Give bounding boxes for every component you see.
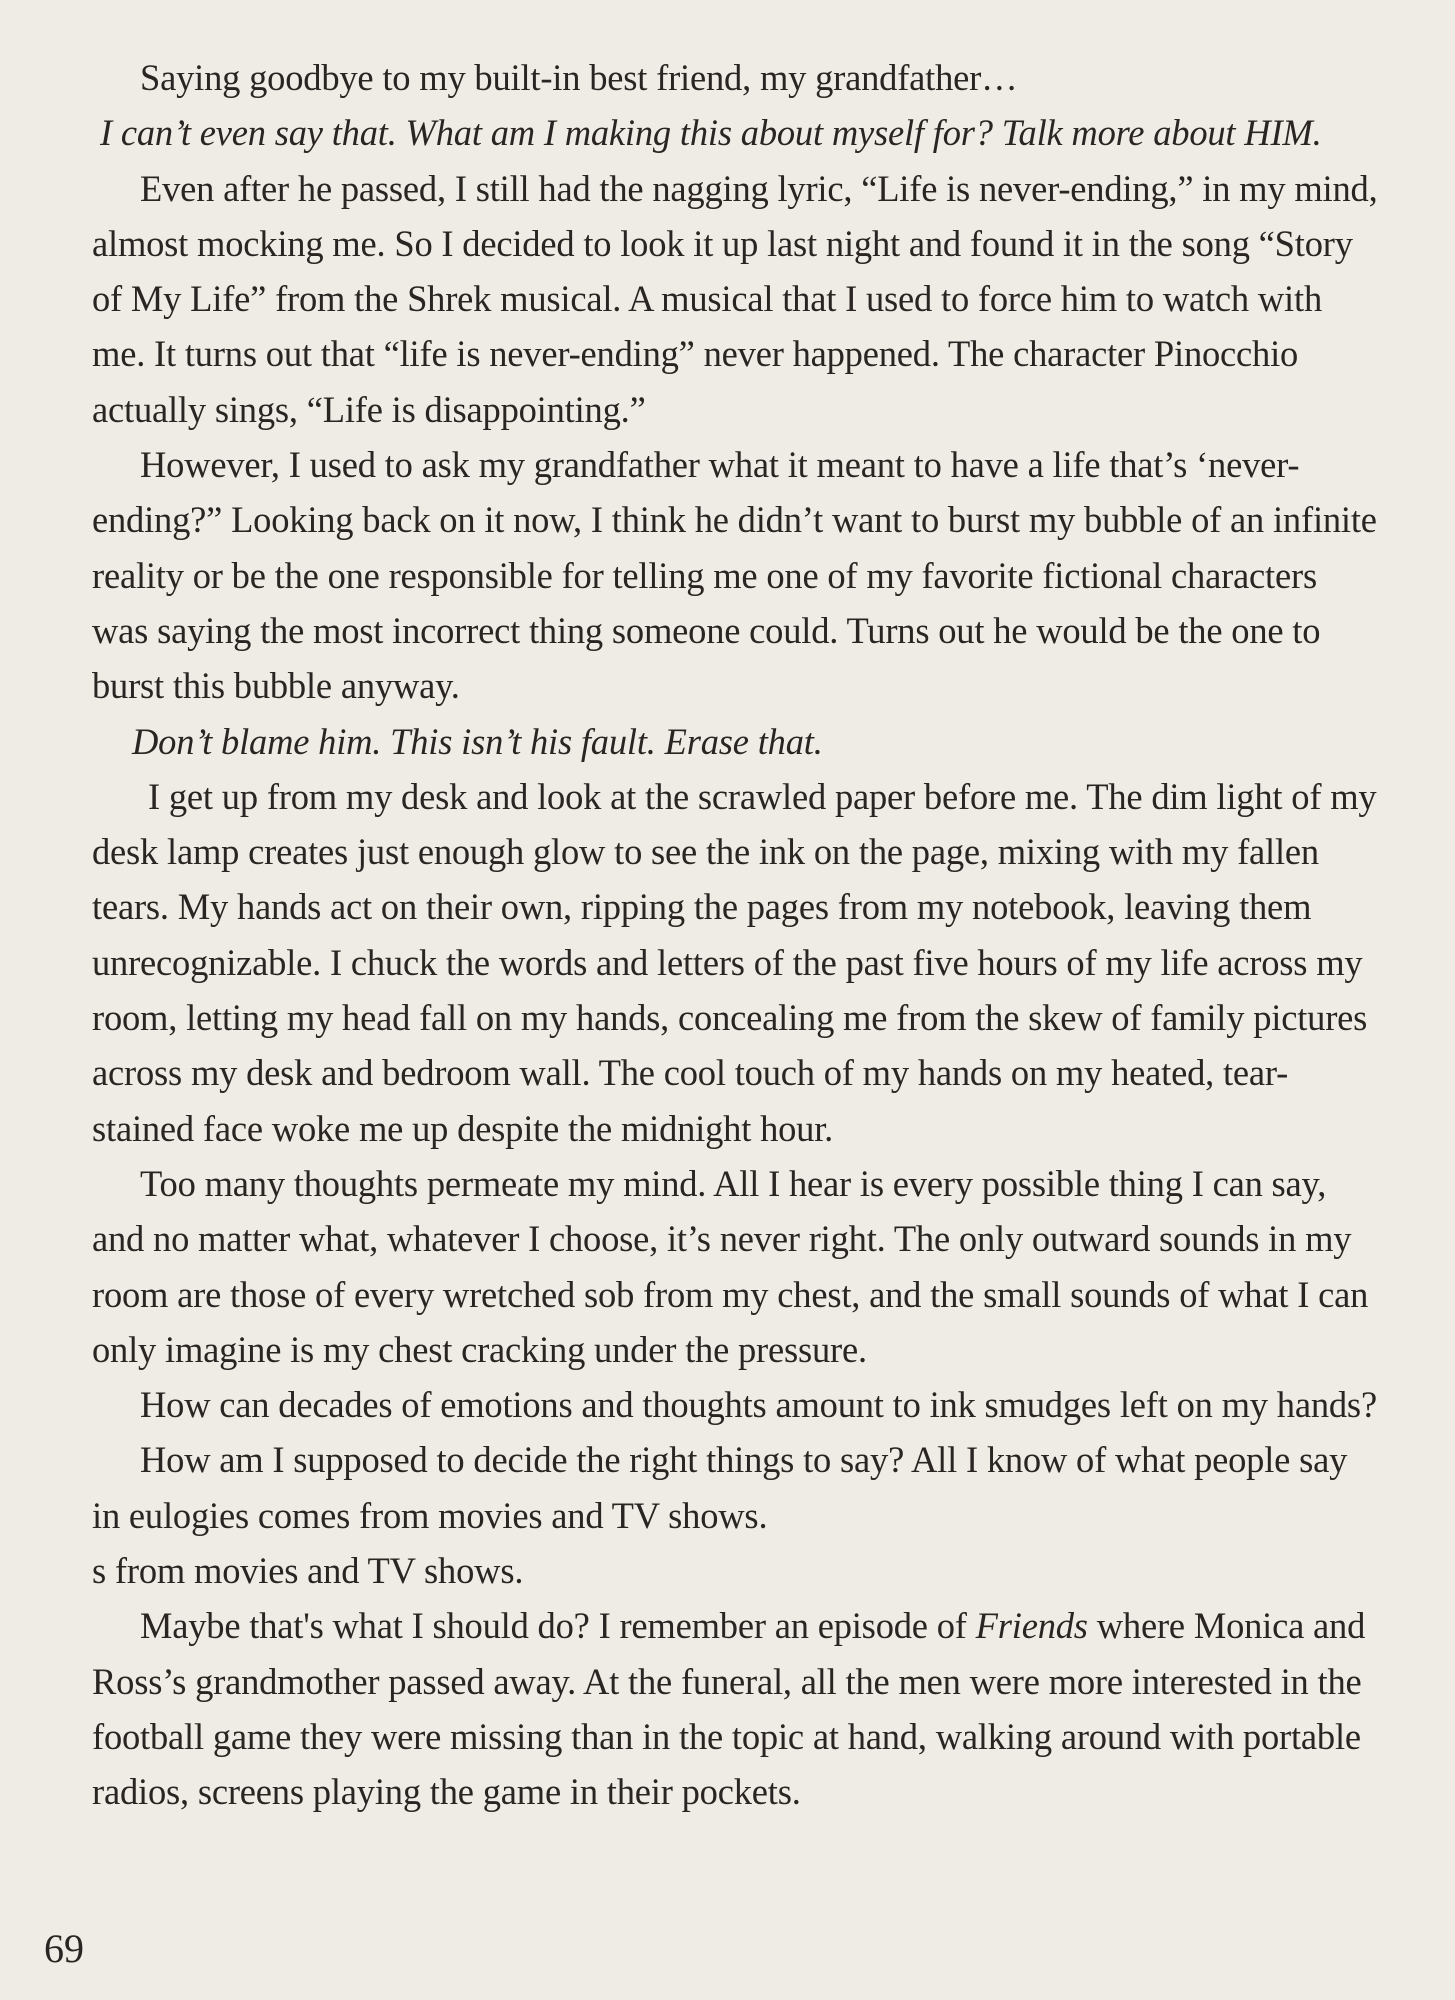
paragraph: I get up from my desk and look at the scrawled paper before me. The dim light of my desk lamp creates just enough glow to see the ink on the page, mixing with my fallen tears. My hands act on their own, ripping the pages from my notebook, leaving them unrecognizable. I chuck the words and letters of the past five hours of my life across my room, letting my head fall on my hands, concealing me from the skew of family pictures across my desk and bedroom wall. The cool touch of my hands on my heated, tear-stained face woke me up despite the midnight hour. <box>92 775 1377 1149</box>
show-title: Friends <box>975 1605 1088 1647</box>
paragraph-italic-thought: I can’t even say that. What am I making this about myself for? Talk more about HIM. <box>100 112 1322 154</box>
paragraph-text: where Monica and Ross’s grandmother passed away. At the funeral, all the men were more interested in the football game they were missing than in the topic at hand, walking around with portable radios, screens playing the game in their pockets. <box>92 1605 1366 1813</box>
body-text <box>92 50 1382 1820</box>
paragraph: How am I supposed to decide the right things to say? All I know of what people say in eulogies comes from movies and TV shows. <box>92 1439 1348 1536</box>
paragraph-fragment: s from movies and TV shows. <box>92 1550 524 1592</box>
paragraph <box>92 1598 1382 1819</box>
paragraph-italic-thought: Don’t blame him. This isn’t his fault. Erase that. <box>132 720 823 762</box>
page-number: 69 <box>44 1926 84 1971</box>
paragraph: Even after he passed, I still had the nagging lyric, “Life is never-ending,” in my mind, almost mocking me. So I decided to look it up last night and found it in the song “Story of My Life” from the Shrek musical. A musical that I used to force him to watch with me. It turns out that “life is never-ending” never happened. The character Pinocchio actually sings, “Life is disappointing.” <box>92 167 1378 430</box>
paragraph: Saying goodbye to my built-in best friend, my grandfather… <box>140 57 1018 98</box>
paragraph: How can decades of emotions and thoughts amount to ink smudges left on my hands? <box>140 1384 1377 1426</box>
paragraph: However, I used to ask my grandfather what it meant to have a life that’s ‘never-ending?” Looking back on it now, I think he didn’t want to burst my bubble of an infinite reality or be the one responsible for telling me one of my favorite fictional characters was saying the most incorrect thing someone could. Turns out he would be the one to burst this bubble anyway. <box>92 444 1377 707</box>
paragraph: Too many thoughts permeate my mind. All I hear is every possible thing I can say, and no matter what, whatever I choose, it’s never right. The only outward sounds in my room are those of every wretched sob from my chest, and the small sounds of what I can only imagine is my chest cracking under the pressure. <box>92 1162 1369 1370</box>
paragraph-text: Maybe that's what I should do? I remember an episode of <box>140 1605 976 1647</box>
